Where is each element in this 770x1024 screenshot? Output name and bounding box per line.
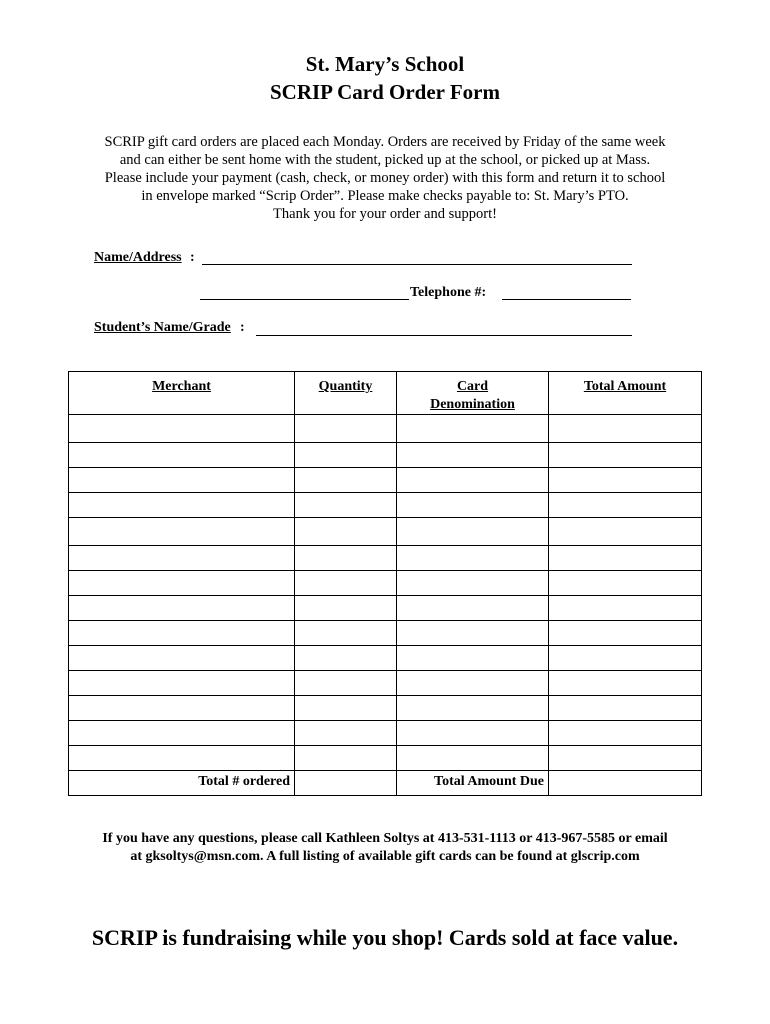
quantity-cell[interactable] [295,415,397,443]
table-row [69,696,702,721]
student-colon: : [240,320,245,335]
table-row [69,443,702,468]
totals-row [69,771,702,796]
total-amount-cell[interactable] [549,696,702,721]
denomination-cell[interactable] [397,621,549,646]
total-amount-header: Total Amount [549,372,702,415]
denomination-cell[interactable] [397,546,549,571]
table-row [69,518,702,546]
table-row [69,721,702,746]
contact-line: at gksoltys@msn.com. A full listing of available gift cards can be found at glscrip.com [130,849,640,864]
table-row [69,546,702,571]
quantity-cell[interactable] [295,571,397,596]
quantity-cell[interactable] [295,468,397,493]
intro-line: Please include your payment (cash, check, or money order) with this form and return it to school [104,170,666,186]
table-row [69,493,702,518]
total-amount-cell[interactable] [549,571,702,596]
slogan: SCRIP is fundraising while you shop! Cards sold at face value. [91,925,679,950]
merchant-cell[interactable] [69,596,295,621]
table-row [69,415,702,443]
table-row [69,571,702,596]
denomination-cell[interactable] [397,443,549,468]
telephone-label: Telephone #: [410,285,487,300]
total-amount-cell[interactable] [549,646,702,671]
total-amount-cell[interactable] [549,596,702,621]
table-row [69,621,702,646]
total-amount-cell[interactable] [549,721,702,746]
table-row [69,671,702,696]
merchant-cell[interactable] [69,671,295,696]
denomination-cell[interactable] [397,571,549,596]
merchant-cell[interactable] [69,468,295,493]
merchant-header: Merchant [69,372,295,415]
table-row [69,468,702,493]
merchant-cell[interactable] [69,696,295,721]
total-amount-cell[interactable] [549,468,702,493]
denomination-cell[interactable] [397,468,549,493]
table-row [69,746,702,771]
card-denomination-header: Card Denomination [397,372,549,415]
quantity-cell[interactable] [295,493,397,518]
contact-line: If you have any questions, please call Kathleen Soltys at 413-531-1113 or 413-967-5585 or email [102,831,668,846]
quantity-cell[interactable] [295,621,397,646]
table-header-row [69,372,702,415]
name-address-label: Name/Address [94,250,182,265]
quantity-cell[interactable] [295,746,397,771]
order-table [68,371,702,796]
denomination-cell[interactable] [397,493,549,518]
merchant-cell[interactable] [69,493,295,518]
intro-line: and can either be sent home with the student, picked up at the school, or picked up at Mass. [119,152,651,168]
intro-paragraph [60,133,710,223]
quantity-cell[interactable] [295,596,397,621]
quantity-cell[interactable] [295,546,397,571]
quantity-header: Quantity [295,372,397,415]
total-amount-cell[interactable] [549,621,702,646]
total-amount-cell[interactable] [549,493,702,518]
merchant-cell[interactable] [69,746,295,771]
quantity-cell[interactable] [295,443,397,468]
total-amount-due-value[interactable] [549,771,702,796]
quantity-cell[interactable] [295,671,397,696]
intro-line: SCRIP gift card orders are placed each Monday. Orders are received by Friday of the same week [104,134,666,150]
table-row [69,596,702,621]
total-ordered-label: Total # ordered [69,771,295,796]
denomination-cell[interactable] [397,646,549,671]
quantity-cell[interactable] [295,696,397,721]
student-name-grade-label: Student’s Name/Grade [94,320,231,335]
school-name: St. Mary’s School [305,52,465,76]
merchant-cell[interactable] [69,518,295,546]
intro-line: Thank you for your order and support! [273,206,497,222]
merchant-cell[interactable] [69,721,295,746]
merchant-cell[interactable] [69,415,295,443]
merchant-cell[interactable] [69,571,295,596]
table-row [69,646,702,671]
name-address-colon: : [190,250,195,265]
denomination-cell[interactable] [397,415,549,443]
merchant-cell[interactable] [69,646,295,671]
denomination-cell[interactable] [397,696,549,721]
total-ordered-value[interactable] [295,771,397,796]
denomination-cell[interactable] [397,596,549,621]
contact-info [0,830,770,866]
merchant-cell[interactable] [69,546,295,571]
form-title: SCRIP Card Order Form [269,80,500,104]
total-amount-cell[interactable] [549,671,702,696]
denomination-cell[interactable] [397,746,549,771]
quantity-cell[interactable] [295,646,397,671]
intro-line: in envelope marked “Scrip Order”. Please make checks payable to: St. Mary’s PTO. [141,188,629,204]
telephone-field[interactable] [502,299,631,300]
quantity-cell[interactable] [295,518,397,546]
total-amount-cell[interactable] [549,746,702,771]
denomination-cell[interactable] [397,721,549,746]
quantity-cell[interactable] [295,721,397,746]
total-amount-due-label: Total Amount Due [397,771,549,796]
total-amount-cell[interactable] [549,415,702,443]
merchant-cell[interactable] [69,443,295,468]
total-amount-cell[interactable] [549,518,702,546]
merchant-cell[interactable] [69,621,295,646]
total-amount-cell[interactable] [549,546,702,571]
denomination-cell[interactable] [397,518,549,546]
denomination-cell[interactable] [397,671,549,696]
total-amount-cell[interactable] [549,443,702,468]
name-address-field[interactable] [202,264,632,265]
address-line-2-field[interactable] [200,299,409,300]
student-name-grade-field[interactable] [256,335,632,336]
